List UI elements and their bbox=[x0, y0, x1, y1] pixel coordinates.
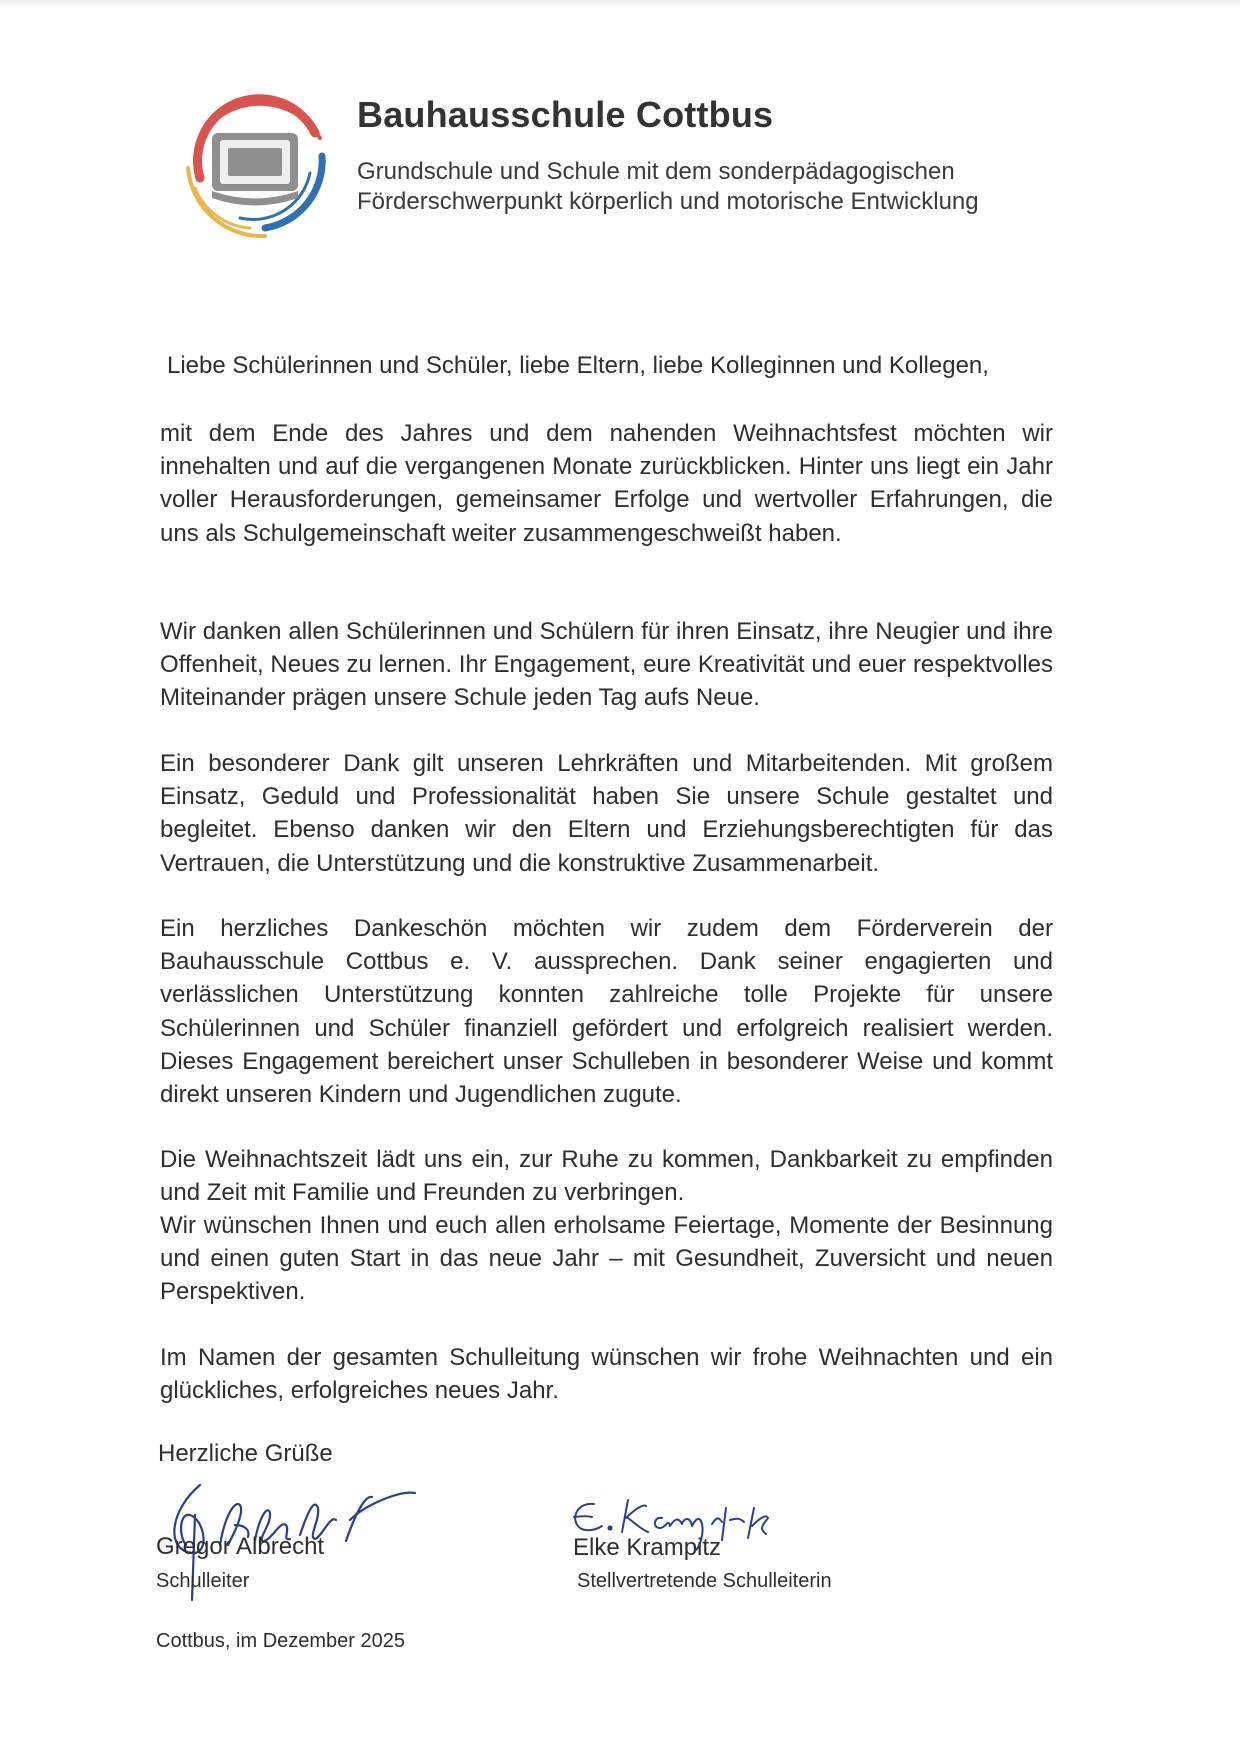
paragraph-staff: Ein besonderer Dank gilt unseren Lehrkräften und Mitarbeitenden. Mit großem Einsatz, Geduld und Professionalität haben Sie unsere Schule gestaltet und begleitet. Ebenso danken wir den Eltern und Erziehungsberechtigten für das Vertrauen, die Unterstützung und die konstruktive Zusammenarbeit. bbox=[160, 750, 1053, 877]
paragraph-review: mit dem Ende des Jahres und dem nahenden Weihnachtsfest möchten wir innehalten und auf die vergangenen Monate zurückblicken. Hinter uns liegt ein Jahr voller Herausforderungen, gemeinsamer Erfolge und wertvoller Erfahrungen, die uns als Schulgemeinschaft weiter zusammengeschweißt haben. bbox=[160, 420, 1053, 547]
school-name: Bauhausschule Cottbus bbox=[357, 94, 774, 135]
paragraph-students: Wir danken allen Schülerinnen und Schülern für ihren Einsatz, ihre Neugier und ihre Offenheit, Neues zu lernen. Ihr Engagement, eure Kreativität und euer respektvolles Miteinander prägen unsere Schule jeden Tag aufs Neue. bbox=[160, 618, 1053, 712]
paragraph-wishes: Wir wünschen Ihnen und euch allen erholsame Feiertage, Momente der Besinnung und einen guten Start in das neue Jahr – mit Gesundheit, Zuversicht und neuen Perspektiven. bbox=[160, 1212, 1053, 1306]
paragraph-closing-wish: Im Namen der gesamten Schulleitung wünschen wir frohe Weihnachten und ein glückliches, erfolgreiches neues Jahr. bbox=[160, 1344, 1053, 1405]
paragraph-foerderverein: Ein herzliches Dankeschön möchten wir zudem dem Förderverein der Bauhausschule Cottbus e. V. aussprechen. Dank seiner engagierten und verlässlichen Unterstützung konnten zahlreiche tolle Projekte für unsere Schülerinnen und Schüler finanziell gefördert und erfolgreich realisiert werden. Dieses Engagement bereichert unser Schulleben in besonderer Weise und kommt direkt unseren Kindern und Jugendlichen zugute. bbox=[160, 915, 1053, 1109]
signer-left-name: Gregor Albrecht bbox=[156, 1533, 325, 1560]
subtitle-line-2: Förderschwerpunkt körperlich und motorische Entwicklung bbox=[357, 188, 979, 215]
closing-phrase: Herzliche Grüße bbox=[158, 1440, 333, 1467]
place-and-date: Cottbus, im Dezember 2025 bbox=[156, 1630, 406, 1652]
signer-right-role: Stellvertretende Schulleiterin bbox=[577, 1570, 832, 1592]
signer-right-name: Elke Krampitz bbox=[573, 1534, 722, 1561]
letter-greeting: Liebe Schülerinnen und Schüler, liebe Eltern, liebe Kolleginnen und Kollegen, bbox=[167, 352, 989, 379]
subtitle-line-1: Grundschule und Schule mit dem sonderpädagogischen bbox=[357, 158, 955, 185]
paragraph-christmas: Die Weihnachtszeit lädt uns ein, zur Ruhe zu kommen, Dankbarkeit zu empfinden und Zeit mit Familie und Freunden zu verbringen. bbox=[160, 1146, 1053, 1207]
school-subtitle bbox=[357, 157, 1077, 217]
signer-left-role: Schulleiter bbox=[156, 1570, 250, 1592]
scan-edge bbox=[0, 0, 1240, 8]
school-logo-icon bbox=[170, 78, 340, 248]
